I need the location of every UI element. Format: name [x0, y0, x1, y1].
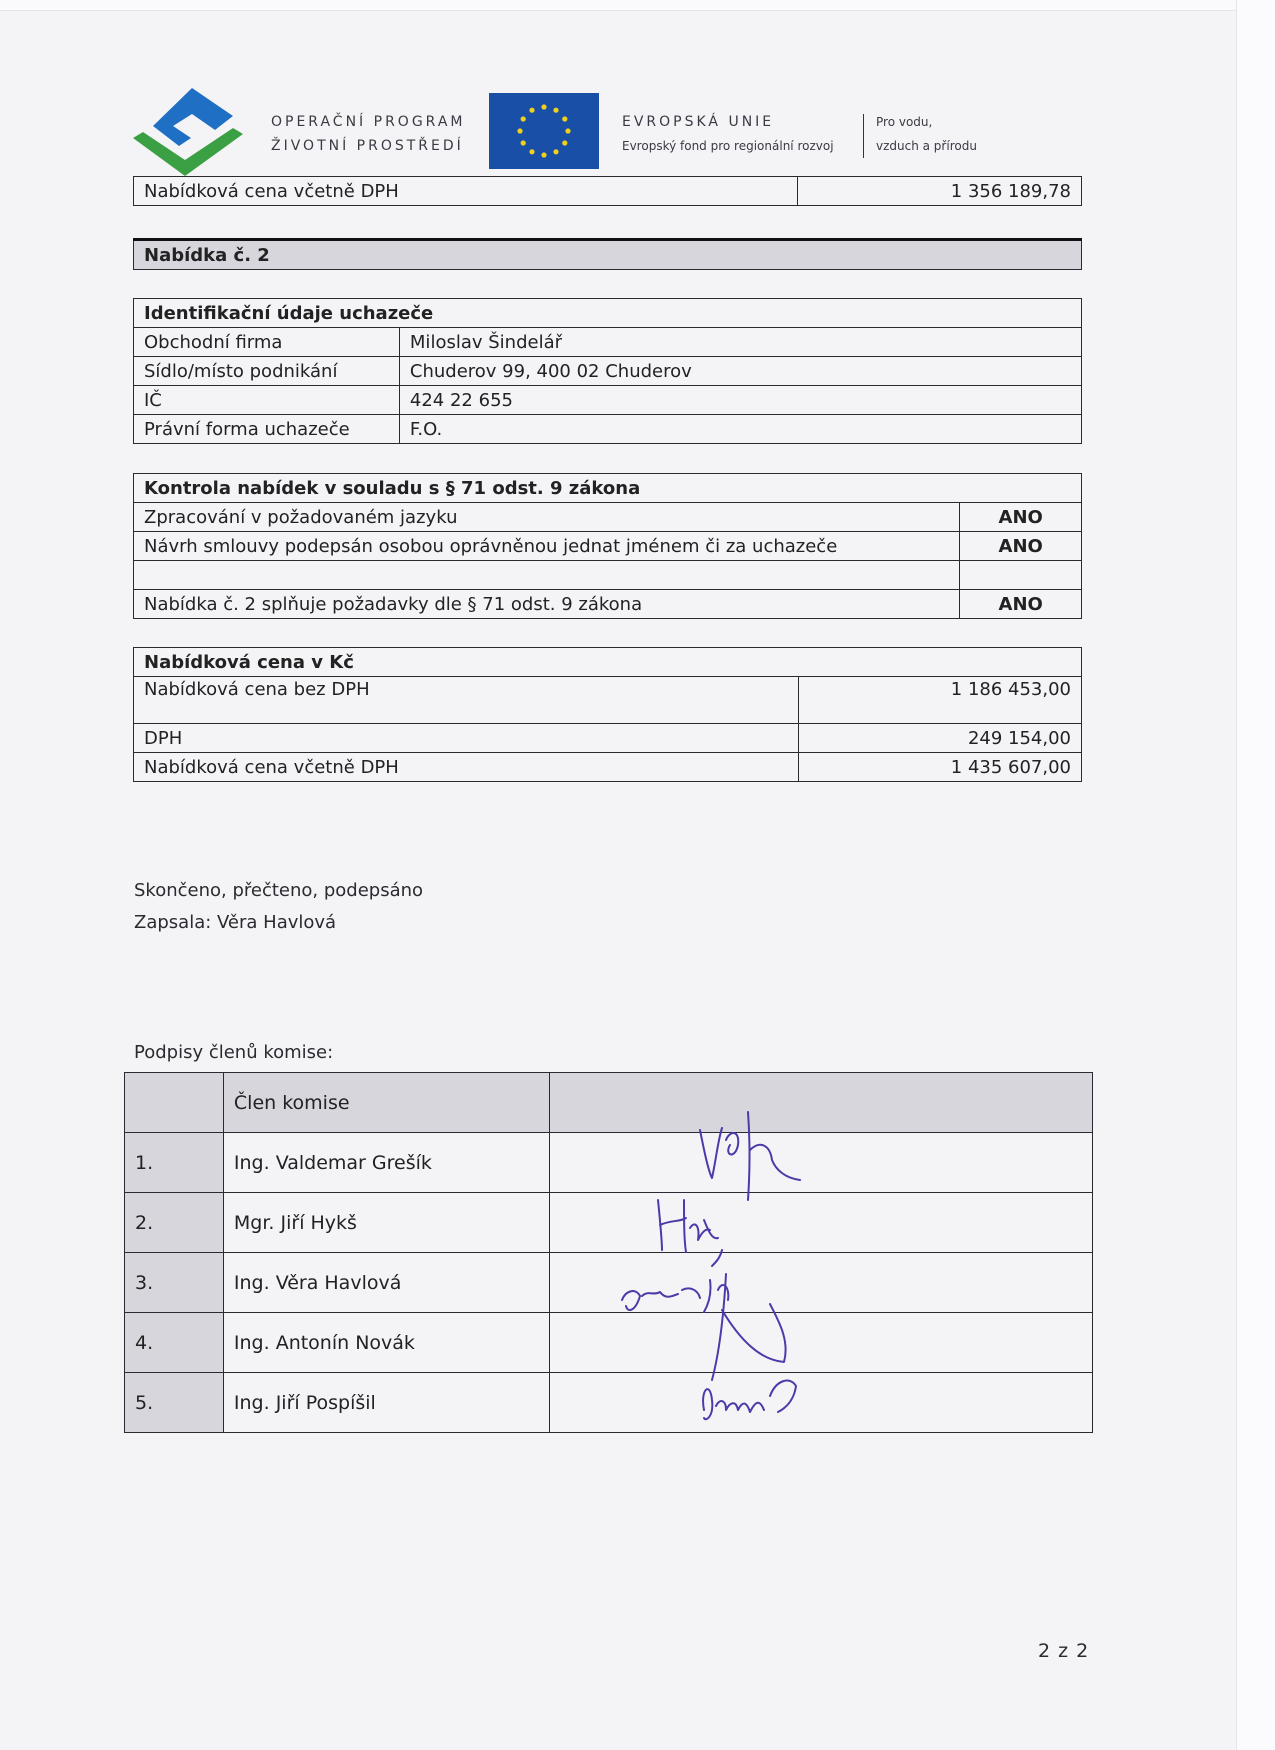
price-heading: Nabídková cena v Kč — [134, 648, 1082, 677]
ident-label: IČ — [134, 386, 400, 415]
ident-value: Chuderov 99, 400 02 Chuderov — [399, 357, 1081, 386]
handwritten-signatures — [600, 1100, 830, 1440]
eu-title: EVROPSKÁ UNIE — [622, 114, 775, 130]
signatures-title: Podpisy členů komise: — [134, 1042, 334, 1063]
price-value: 1 435 607,00 — [799, 753, 1082, 782]
table-row — [134, 648, 1082, 677]
previous-total-label: Nabídková cena včetně DPH — [134, 177, 798, 206]
program-claim — [876, 110, 977, 158]
ident-value: F.O. — [399, 415, 1081, 444]
scan-edge-top — [0, 0, 1275, 11]
member-name: Mgr. Jiří Hykš — [223, 1193, 549, 1253]
program-name — [271, 110, 465, 158]
table-row — [134, 299, 1082, 328]
price-label: Nabídková cena včetně DPH — [134, 753, 799, 782]
table-row — [134, 240, 1082, 270]
eu-star-icon — [521, 116, 526, 121]
scan-edge-right — [1236, 0, 1275, 1750]
claim-line1: Pro vodu, — [876, 115, 933, 129]
ident-value: Miloslav Šindelář — [399, 328, 1081, 357]
offer-title-table — [133, 238, 1082, 270]
table-row — [134, 503, 1082, 532]
eu-star-icon — [565, 128, 570, 133]
ident-label: Obchodní firma — [134, 328, 400, 357]
check-label: Zpracování v požadovaném jazyku — [134, 503, 960, 532]
previous-total-table — [133, 176, 1082, 206]
eu-star-icon — [553, 108, 558, 113]
signature-3 — [622, 1274, 786, 1380]
check-value: ANO — [960, 532, 1082, 561]
price-table — [133, 647, 1082, 782]
table-row — [134, 561, 1082, 590]
signature-2 — [658, 1200, 722, 1266]
table-row — [134, 590, 1082, 619]
member-number: 5. — [125, 1373, 224, 1433]
check-value: ANO — [960, 503, 1082, 532]
checks-table — [133, 473, 1082, 619]
eu-star-icon — [562, 116, 567, 121]
price-label: Nabídková cena bez DPH — [134, 677, 799, 724]
table-row — [134, 724, 1082, 753]
table-row — [134, 677, 1082, 724]
eu-star-icon — [521, 140, 526, 145]
eu-flag-icon — [489, 93, 599, 169]
eu-star-icon — [529, 108, 534, 113]
checks-heading: Kontrola nabídek v souladu s § 71 odst. 9 zákona — [134, 474, 1082, 503]
table-row — [134, 386, 1082, 415]
closing-line2: Zapsala: Věra Havlová — [134, 912, 337, 933]
ident-value: 424 22 655 — [399, 386, 1081, 415]
header-divider — [863, 114, 864, 158]
program-line1: OPERAČNÍ PROGRAM — [271, 114, 466, 130]
table-row — [134, 753, 1082, 782]
identification-heading: Identifikační údaje uchazeče — [134, 299, 1082, 328]
page-number: 2 z 2 — [1038, 1640, 1090, 1662]
check-label: Návrh smlouvy podepsán osobou oprávněnou jednat jménem či za uchazeče — [134, 532, 960, 561]
price-value: 249 154,00 — [799, 724, 1082, 753]
check-value — [960, 561, 1082, 590]
sign-member-header: Člen komise — [223, 1073, 549, 1133]
previous-total-value: 1 356 189,78 — [798, 177, 1082, 206]
member-number: 4. — [125, 1313, 224, 1373]
sign-no-header — [125, 1073, 224, 1133]
table-row — [134, 177, 1082, 206]
offer-title: Nabídka č. 2 — [134, 240, 1082, 270]
member-number: 2. — [125, 1193, 224, 1253]
claim-line2: vzduch a přírodu — [876, 139, 977, 153]
table-row — [134, 474, 1082, 503]
member-number: 1. — [125, 1133, 224, 1193]
eu-star-icon — [541, 152, 546, 157]
eu-star-icon — [541, 104, 546, 109]
member-name: Ing. Valdemar Grešík — [223, 1133, 549, 1193]
price-label: DPH — [134, 724, 799, 753]
table-row — [134, 328, 1082, 357]
eu-star-icon — [517, 128, 522, 133]
eu-block — [622, 110, 834, 158]
closing-line1: Skončeno, přečteno, podepsáno — [134, 880, 424, 901]
table-row — [134, 532, 1082, 561]
letterhead — [133, 82, 995, 174]
member-name: Ing. Jiří Pospíšil — [223, 1373, 549, 1433]
eu-star-icon — [562, 140, 567, 145]
table-row — [134, 415, 1082, 444]
table-row — [134, 357, 1082, 386]
signature-5 — [703, 1381, 796, 1420]
identification-table — [133, 298, 1082, 444]
ident-label: Právní forma uchazeče — [134, 415, 400, 444]
signature-1 — [700, 1112, 800, 1200]
eu-star-icon — [553, 149, 558, 154]
check-value: ANO — [960, 590, 1082, 619]
member-name: Ing. Věra Havlová — [223, 1253, 549, 1313]
check-label: Nabídka č. 2 splňuje požadavky dle § 71 odst. 9 zákona — [134, 590, 960, 619]
opzp-logo-icon — [133, 86, 251, 176]
member-number: 3. — [125, 1253, 224, 1313]
check-label — [134, 561, 960, 590]
price-value: 1 186 453,00 — [799, 677, 1082, 724]
member-name: Ing. Antonín Novák — [223, 1313, 549, 1373]
eu-subtitle: Evropský fond pro regionální rozvoj — [622, 139, 834, 153]
eu-star-icon — [529, 149, 534, 154]
program-line2: ŽIVOTNÍ PROSTŘEDÍ — [271, 138, 464, 154]
ident-label: Sídlo/místo podnikání — [134, 357, 400, 386]
